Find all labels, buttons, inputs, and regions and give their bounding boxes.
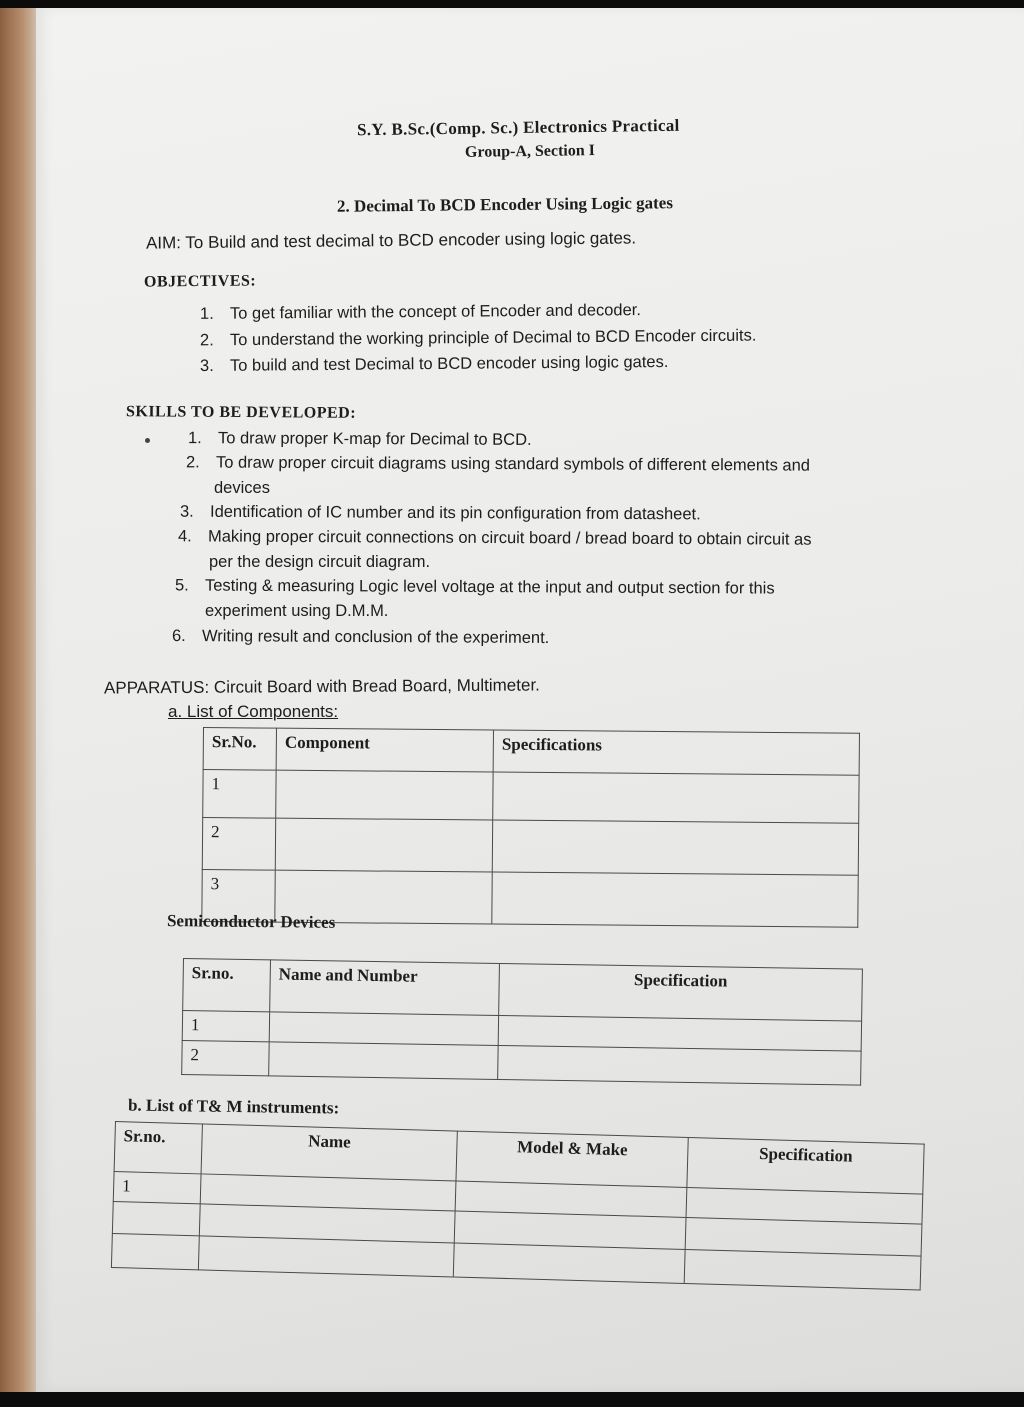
cell: [198, 1236, 454, 1277]
objective-item: 1. To get familiar with the concept of Encoder and decoder.: [199, 301, 641, 323]
table-row: [202, 818, 858, 876]
header-cell: Name and Number: [270, 960, 500, 1016]
objectives-heading: OBJECTIVES:: [143, 272, 257, 291]
objective-item: 3. To build and test Decimal to BCD encoder using logic gates.: [199, 352, 669, 376]
skill-item-continued: per the design circuit diagram.: [209, 553, 431, 571]
cell: [276, 770, 493, 820]
course-header: S.Y. B.Sc.(Comp. Sc.) Electronics Practical: [356, 115, 680, 140]
header-cell: Specification: [499, 963, 863, 1021]
cell: 1: [182, 1011, 269, 1042]
header-cell: Sr.no.: [183, 959, 271, 1012]
cell: [492, 872, 858, 927]
section-header: Group-A, Section I: [464, 142, 596, 161]
instruments-table: [111, 1121, 925, 1291]
skills-heading: SKILLS TO BE DEVELOPED:: [125, 403, 357, 422]
components-table: [201, 727, 860, 928]
skill-item: 6. Writing result and conclusion of the experiment.: [171, 627, 550, 647]
skill-item: 2. To draw proper circuit diagrams using standard symbols of different elements and: [185, 453, 811, 475]
header-cell: Specifications: [493, 730, 859, 775]
semiconductor-table: [181, 958, 863, 1086]
header-cell: Specification: [687, 1138, 924, 1195]
skill-item-continued: devices: [214, 479, 270, 497]
apparatus-text: APPARATUS: Circuit Board with Bread Board, Multimeter.: [103, 675, 540, 698]
photo-border-bottom: [0, 1392, 1024, 1407]
cell: [111, 1233, 199, 1269]
skill-item: 3. Identification of IC number and its pin configuration from datasheet.: [179, 502, 701, 524]
cell: 3: [202, 869, 275, 922]
objective-item: 2. To understand the working principle of Decimal to BCD Encoder circuits.: [199, 326, 757, 350]
header-cell: Component: [276, 728, 493, 772]
skill-item: 4. Making proper circuit connections on circuit board / bread board to obtain circuit as: [177, 527, 812, 549]
header-cell: Sr.no.: [114, 1122, 202, 1174]
header-cell: Sr.No.: [203, 728, 276, 771]
table-row: [203, 770, 859, 824]
cell: 1: [113, 1171, 201, 1203]
skill-item: 1. To draw proper K-map for Decimal to BCD.: [187, 429, 532, 449]
cell: 2: [202, 818, 275, 871]
cell: 2: [182, 1040, 270, 1075]
header-cell: Model & Make: [456, 1131, 688, 1187]
semiconductor-label: Semiconductor Devices: [166, 911, 336, 932]
aim-text: AIM: To Build and test decimal to BCD encoder using logic gates.: [145, 228, 637, 253]
table-header-row: [203, 728, 859, 776]
cell: [684, 1249, 921, 1290]
cell: [498, 1045, 861, 1085]
instruments-label: b. List of T& M instruments:: [127, 1095, 340, 1118]
stray-mark: [145, 438, 150, 443]
components-label: a. List of Components:: [168, 702, 339, 721]
skill-item-continued: experiment using D.M.M.: [205, 602, 389, 620]
cell: [492, 820, 858, 875]
skill-item: 5. Testing & measuring Logic level voltage at the input and output section for this: [174, 576, 775, 598]
experiment-title: 2. Decimal To BCD Encoder Using Logic gates: [336, 193, 674, 216]
header-cell: Name: [201, 1124, 457, 1181]
cell: [493, 772, 859, 823]
cell: [275, 818, 492, 872]
cell: [269, 1042, 499, 1080]
cell: [453, 1243, 685, 1283]
cell: [112, 1201, 200, 1235]
cell: 1: [203, 770, 276, 819]
cell: [269, 1012, 498, 1046]
photo-border-top: [0, 0, 1024, 8]
